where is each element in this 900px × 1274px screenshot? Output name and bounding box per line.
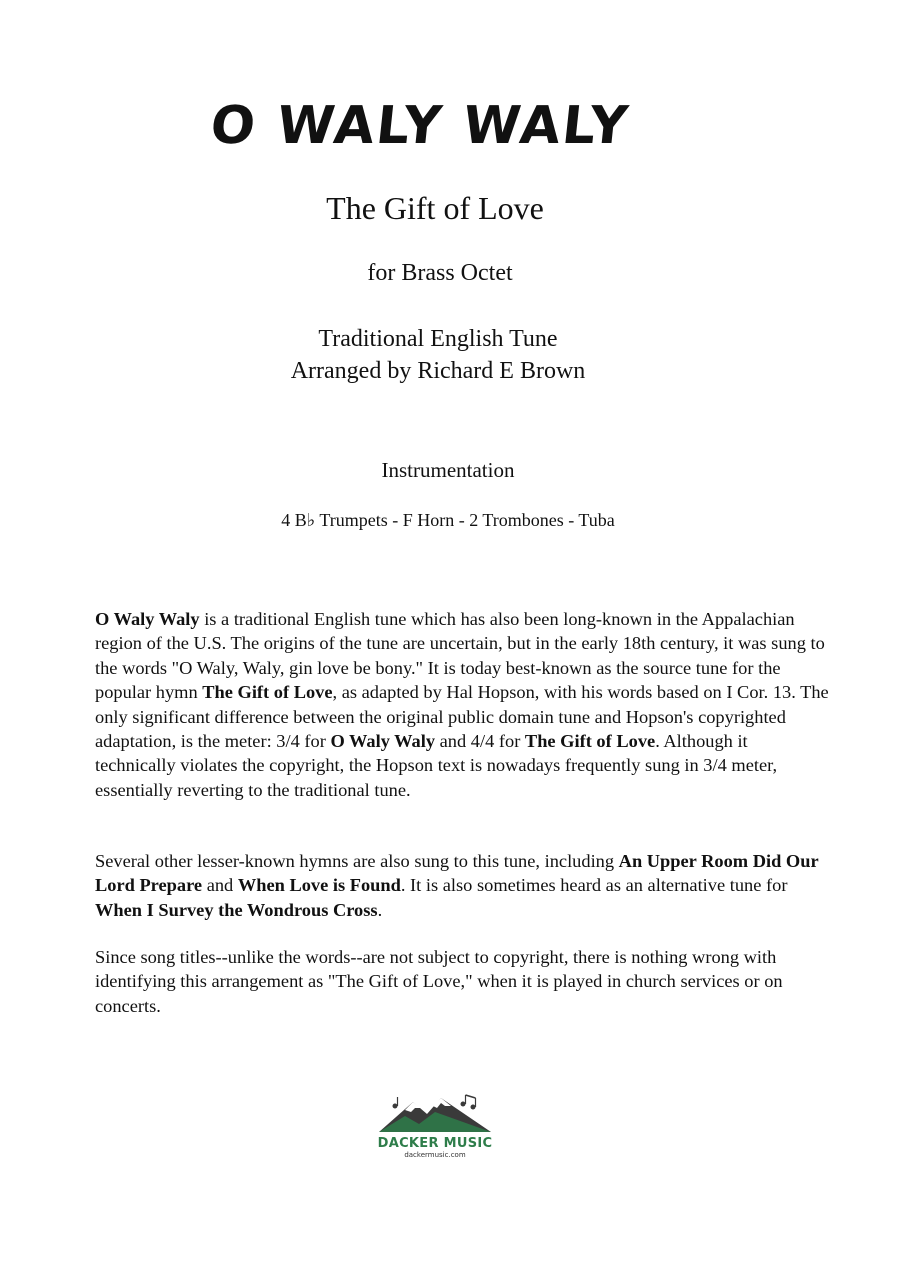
instrumentation-heading: Instrumentation — [381, 458, 515, 482]
paragraph-text: , as adapted by Hal Hopson, with his words based on I Cor. 13. The only significant difference between the original public domain tune and Hopson's copyrighted adaptation, is the meter: 3/4 for — [95, 682, 829, 752]
paragraph-text: Several other lesser-known hymns are also sung to this tune, including — [95, 851, 619, 871]
paragraph-text: . — [377, 899, 383, 920]
paragraph-text: . It is also sometimes heard as an alternative tune for — [400, 875, 788, 896]
description-paragraph-1 — [95, 607, 830, 802]
bold-title-text: When Love is Found — [237, 875, 401, 896]
instrumentation-list: 4 B♭ Trumpets - F Horn - 2 Trombones - Tuba — [281, 510, 615, 530]
paragraph-text: Since song titles--unlike the words--are not subject to copyright, there is nothing wrong with identifying this arrangement as "The Gift of Love," when it is played in church services or on concerts. — [95, 947, 783, 1016]
ensemble-line: for Brass Octet — [367, 260, 513, 286]
bold-title-text: The Gift of Love — [524, 731, 656, 752]
subtitle: The Gift of Love — [326, 190, 544, 226]
description-paragraph-3 — [95, 945, 830, 1018]
arranger-credit: Arranged by Richard E Brown — [290, 358, 586, 384]
description-paragraph-2 — [95, 849, 830, 922]
bold-title-text: O Waly Waly — [95, 609, 200, 629]
bold-title-text: The Gift of Love — [202, 682, 333, 703]
paragraph-text: is a traditional English tune which has also been long-known in the Appalachian region of the U.S. The origins of the tune are uncertain, but in the early 18th century, it was sung to the words "O Waly, Waly, gin love be bony." It is today best-known as the source tune for the popular hymn — [95, 609, 825, 703]
bold-title-text: O Waly Waly — [330, 731, 436, 752]
tune-credit: Traditional English Tune — [318, 326, 558, 352]
bold-title-text: An Upper Room Did Our Lord Prepare — [95, 851, 819, 896]
paragraph-text: . Although it technically violates the copyright, the Hopson text is nowadays frequently sung in 3/4 meter, essentially reverting to the traditional tune. — [95, 731, 778, 800]
logo-name: DACKER MUSIC — [377, 1136, 493, 1151]
paragraph-text: and 4/4 for — [435, 731, 525, 752]
page-title: O WALY WALY — [207, 96, 633, 156]
publisher-logo — [370, 1094, 500, 1159]
mountain-music-notes-icon — [375, 1094, 495, 1134]
bold-title-text: When I Survey the Wondrous Cross — [95, 899, 378, 920]
logo-url: dackermusic.com — [404, 1151, 466, 1159]
paragraph-text: and — [202, 875, 238, 896]
